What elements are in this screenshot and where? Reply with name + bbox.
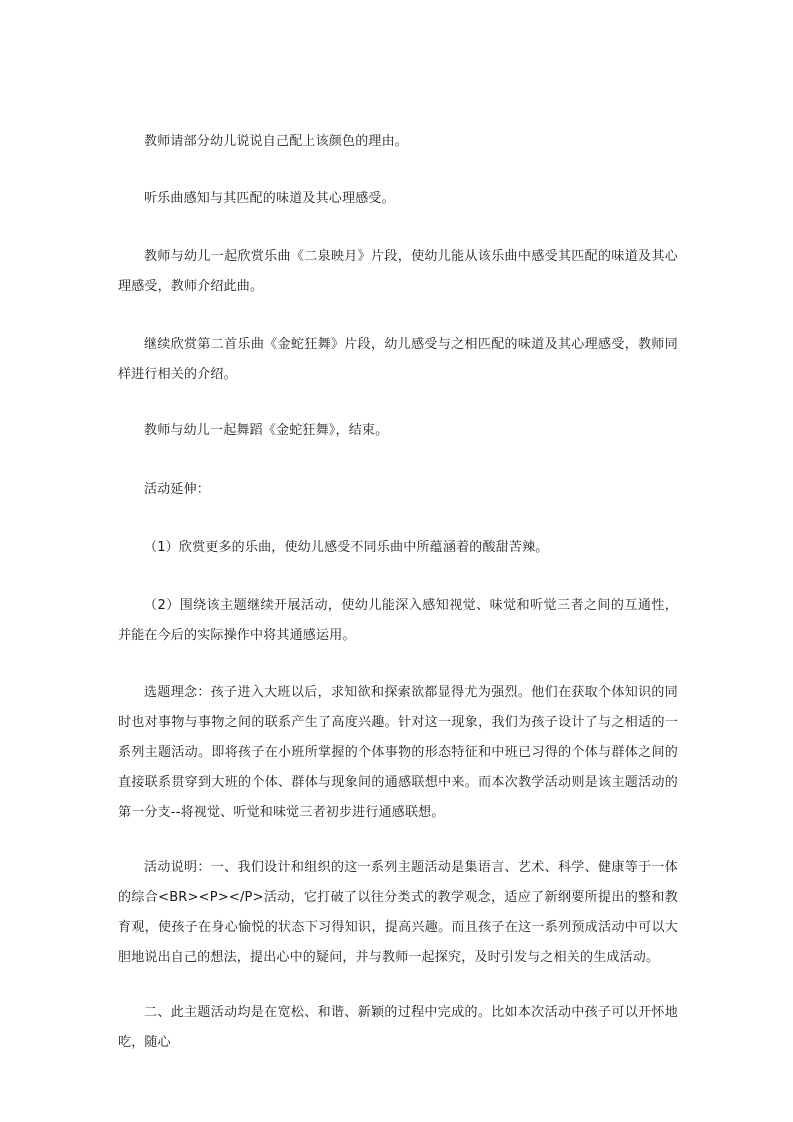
- paragraph-5: 教师与幼儿一起舞蹈《金蛇狂舞》，结束。: [144, 423, 389, 438]
- paragraph-3: 教师与幼儿一起欣赏乐曲《二泉映月》片段，使幼儿能从该乐曲中感受其匹配的味道及其心理感受，教师介绍此曲。: [118, 249, 678, 294]
- section-heading-activity-extension: 活动延伸：: [144, 482, 211, 497]
- paragraph-extension-1: （1）欣赏更多的乐曲，使幼儿感受不同乐曲中所蕴涵着的酸甜苦辣。: [144, 540, 549, 555]
- paragraph-extension-2: （2）围绕该主题继续开展活动，使幼儿能深入感知视觉、味觉和听觉三者之间的互通性，并能在今后的实际操作中将其通感运用。: [118, 598, 678, 643]
- paragraph-4: 继续欣赏第二首乐曲《金蛇狂舞》片段，幼儿感受与之相匹配的味道及其心理感受，教师同样进行相关的介绍。: [118, 337, 678, 382]
- paragraph-topic-concept: 选题理念：孩子进入大班以后，求知欲和探索欲都显得尤为强烈。他们在获取个体知识的同时也对事物与事物之间的联系产生了高度兴趣。针对这一现象，我们为孩子设计了与之相适的一系列主题活动。即将孩子在小班所掌握的个体事物的形态特征和中班已习得的个体与群体之间的直接联系贯穿到大班的个体、群体与现象间的通感联想中来。而本次教学活动则是该主题活动的第一分支--将视觉、听觉和味觉三者初步进行通感联想。: [118, 685, 678, 820]
- paragraph-1: 教师请部分幼儿说说自己配上该颜色的理由。: [144, 134, 409, 149]
- paragraph-activity-description: 活动说明：一、我们设计和组织的这一系列主题活动是集语言、艺术、科学、健康等于一体的综合<BR><P></P>活动，它打破了以往分类式的教学观念，适应了新纲要所提出的整和教育观，使孩子在身心愉悦的状态下习得知识，提高兴趣。而且孩子在这一系列预成活动中可以大胆地说出自己的想法，提出心中的疑问，并与教师一起探究，及时引发与之相关的生成活动。: [118, 860, 678, 965]
- paragraph-point-two: 二、此主题活动均是在宽松、和谐、新颖的过程中完成的。比如本次活动中孩子可以开怀地吃，随心: [118, 1005, 678, 1050]
- paragraph-2: 听乐曲感知与其匹配的味道及其心理感受。: [144, 191, 395, 206]
